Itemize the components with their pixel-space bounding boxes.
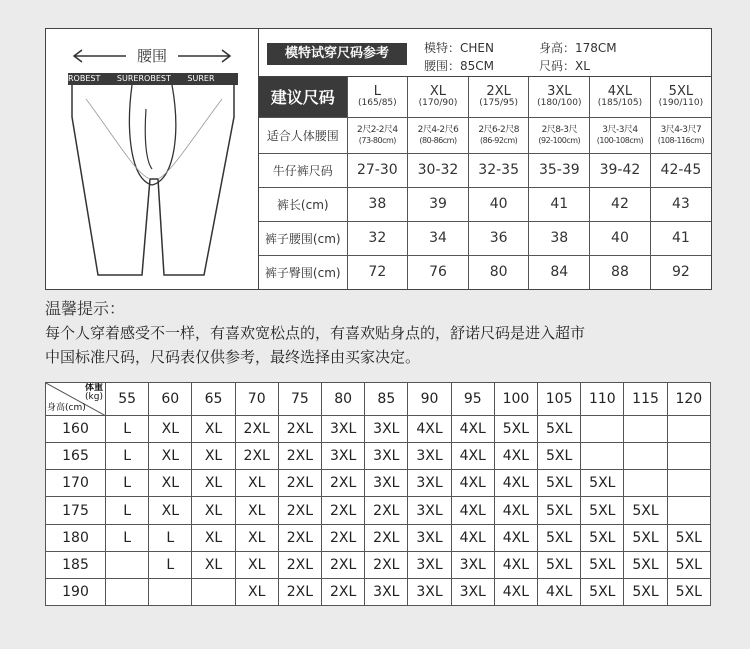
spec-cell: 80 [468,255,529,289]
size-cell [106,551,149,578]
size-cell: XL [235,551,278,578]
size-cell: 3XL [408,551,451,578]
fit-cell: 2尺4-2尺6 (80-86cm) [408,117,469,153]
model-size: 尺码：XL [539,59,590,73]
fit-waist-label: 适合人体腰围 [259,117,347,153]
size-cell: L [149,524,192,551]
spec-cell: 39-42 [590,153,651,187]
size-cell: L [106,497,149,524]
size-cell: 2XL [278,524,321,551]
weight-header: 115 [624,383,667,416]
size-cell: XL [192,416,235,443]
size-cell: 4XL [494,524,537,551]
weight-header: 105 [538,383,581,416]
size-cell: 5XL [538,551,581,578]
spec-cell: 42-45 [650,153,711,187]
size-cell: XL [149,497,192,524]
weight-header: 95 [451,383,494,416]
size-cell: 5XL [624,551,667,578]
size-cell: XL [192,497,235,524]
spec-cell: 35-39 [529,153,590,187]
height-header: 170 [46,470,106,497]
weight-header: 100 [494,383,537,416]
size-cell: 3XL [365,578,408,605]
size-cell [667,470,710,497]
size-cell: 4XL [451,497,494,524]
length-row [259,187,711,221]
size-cell: 3XL [408,578,451,605]
size-col-0: L (165/85) [347,77,408,117]
size-cell: 2XL [322,578,365,605]
size-cell: XL [149,416,192,443]
height-row [46,497,711,524]
size-cell: 4XL [538,578,581,605]
height-header: 190 [46,578,106,605]
spec-cell: 40 [590,221,651,255]
size-cell: L [149,551,192,578]
size-cell: 4XL [451,416,494,443]
weight-header: 60 [149,383,192,416]
height-weight-body [46,416,711,606]
weight-header: 65 [192,383,235,416]
spec-cell: 72 [347,255,408,289]
size-cell [667,443,710,470]
size-cell: XL [192,443,235,470]
weight-header: 55 [106,383,149,416]
weight-header: 90 [408,383,451,416]
height-row [46,470,711,497]
hip-row [259,255,711,289]
size-cell: 5XL [581,578,624,605]
model-name: 模特：CHEN [424,41,494,55]
height-row [46,524,711,551]
spec-cell: 36 [468,221,529,255]
size-cell: 3XL [408,443,451,470]
height-header: 165 [46,443,106,470]
size-cell: 3XL [451,551,494,578]
height-axis-label: 身高(cm) [47,403,86,414]
size-cell: 4XL [494,551,537,578]
size-col-4: 4XL (185/105) [590,77,651,117]
spec-cell: 40 [468,187,529,221]
size-cell: 2XL [278,416,321,443]
spec-cell: 76 [408,255,469,289]
size-cell: L [106,524,149,551]
size-cell: XL [235,497,278,524]
fit-waist-row [259,117,711,153]
size-cell: 4XL [494,443,537,470]
size-col-1: XL (170/90) [408,77,469,117]
size-cell: 2XL [365,497,408,524]
waistband-brand-text: ROBEST SUREROBEST SURER [68,74,215,83]
size-cell: L [106,470,149,497]
fit-cell: 2尺8-3尺 (92-100cm) [529,117,590,153]
row-label: 牛仔裤尺码 [259,153,347,187]
weight-header: 70 [235,383,278,416]
size-cell: 2XL [278,497,321,524]
fit-cell: 2尺6-2尺8 (86-92cm) [468,117,529,153]
size-cell: 2XL [365,524,408,551]
size-cell: 4XL [408,416,451,443]
size-cell [106,578,149,605]
weight-header-row [46,383,711,416]
size-cell: 2XL [365,551,408,578]
size-col-2: 2XL (175/95) [468,77,529,117]
size-cell: XL [149,443,192,470]
waist-row [259,221,711,255]
size-cell [667,416,710,443]
size-col-3: 3XL (180/100) [529,77,590,117]
size-cell: 5XL [581,470,624,497]
spec-header-row [259,77,711,117]
size-cell: 5XL [581,497,624,524]
size-cell: 2XL [278,470,321,497]
recommended-size-label: 建议尺码 [259,77,347,117]
corner-cell [46,383,106,416]
size-cell: 3XL [451,578,494,605]
size-cell: XL [149,470,192,497]
size-cell: 5XL [538,470,581,497]
weight-unit-label: (kg) [85,392,103,402]
size-cell: 3XL [408,524,451,551]
size-cell: 5XL [538,443,581,470]
size-col-5: 5XL (190/110) [650,77,711,117]
size-cell: 2XL [278,551,321,578]
size-cell: 3XL [408,497,451,524]
height-header: 160 [46,416,106,443]
size-cell: 2XL [322,470,365,497]
size-cell [624,470,667,497]
size-cell [192,578,235,605]
size-cell [667,497,710,524]
size-cell: XL [235,578,278,605]
spec-cell: 41 [529,187,590,221]
height-row [46,578,711,605]
model-info [259,29,711,77]
row-label: 裤长(cm) [259,187,347,221]
size-cell: 5XL [624,497,667,524]
size-cell: 4XL [494,578,537,605]
size-cell: 3XL [365,416,408,443]
weight-header: 120 [667,383,710,416]
size-cell: L [106,443,149,470]
height-header: 175 [46,497,106,524]
model-waist: 腰围：85CM [424,59,495,73]
size-cell: 4XL [451,524,494,551]
size-cell: 5XL [624,524,667,551]
size-cell [624,416,667,443]
size-cell: 5XL [581,551,624,578]
spec-cell: 38 [347,187,408,221]
size-cell: 5XL [538,416,581,443]
row-label: 裤子臀围(cm) [259,255,347,289]
spec-cell: 41 [650,221,711,255]
tips-section [45,297,735,369]
tips-line-1: 每个人穿着感受不一样，有喜欢宽松点的，有喜欢贴身点的，舒诺尺码是进入超市 [45,324,586,342]
row-label: 裤子腰围(cm) [259,221,347,255]
jeans-size-row [259,153,711,187]
height-weight-table [45,382,711,606]
size-cell: 4XL [451,443,494,470]
size-cell: 3XL [322,416,365,443]
size-cell: 2XL [235,416,278,443]
size-cell: 2XL [278,443,321,470]
size-cell: 5XL [667,524,710,551]
size-cell: 5XL [494,416,537,443]
height-row [46,443,711,470]
size-cell: 4XL [494,497,537,524]
spec-cell: 92 [650,255,711,289]
spec-cell: 27-30 [347,153,408,187]
weight-header: 75 [278,383,321,416]
height-row [46,416,711,443]
weight-header: 110 [581,383,624,416]
height-header: 180 [46,524,106,551]
size-cell: XL [192,470,235,497]
weight-axis-label: 体重 [84,383,103,393]
size-cell: 5XL [538,497,581,524]
size-cell: 5XL [538,524,581,551]
spec-cell: 32-35 [468,153,529,187]
spec-cell: 32 [347,221,408,255]
fit-cell: 3尺4-3尺7 (108-116cm) [650,117,711,153]
size-cell: 2XL [322,497,365,524]
size-cell: 2XL [322,524,365,551]
fit-cell: 3尺-3尺4 (100-108cm) [590,117,651,153]
weight-header: 85 [365,383,408,416]
spec-cell: 34 [408,221,469,255]
tips-line-2: 中国标准尺码，尺码表仅供参考，最终选择由买家决定。 [45,348,421,366]
spec-cell: 30-32 [408,153,469,187]
size-cell: 4XL [494,470,537,497]
size-cell: 3XL [408,470,451,497]
size-cell: XL [235,524,278,551]
size-cell: 5XL [581,524,624,551]
size-cell: XL [235,470,278,497]
waist-label: 腰围 [46,45,258,66]
spec-cell: 84 [529,255,590,289]
boxer-brief-illustration [46,29,258,289]
tips-title: 温馨提示： [45,299,126,318]
size-cell [149,578,192,605]
height-row [46,551,711,578]
size-cell: 3XL [322,443,365,470]
spec-cell: 42 [590,187,651,221]
size-cell: 5XL [667,551,710,578]
size-cell [581,416,624,443]
size-spec-table [259,77,711,289]
size-cell: XL [192,551,235,578]
size-cell: XL [192,524,235,551]
size-cell: 5XL [624,578,667,605]
pants-figure [46,29,259,289]
size-guide-panel [45,28,712,290]
spec-section [259,29,711,289]
size-cell: 2XL [235,443,278,470]
spec-cell: 43 [650,187,711,221]
size-cell: 4XL [451,470,494,497]
size-cell [581,443,624,470]
model-ref-badge: 模特试穿尺码参考 [267,43,407,65]
size-cell: L [106,416,149,443]
size-cell: 3XL [365,470,408,497]
size-cell [624,443,667,470]
size-cell: 5XL [667,578,710,605]
spec-cell: 38 [529,221,590,255]
spec-cell: 88 [590,255,651,289]
spec-cell: 39 [408,187,469,221]
size-cell: 2XL [278,578,321,605]
size-cell: 3XL [365,443,408,470]
fit-cell: 2尺2-2尺4 (73-80cm) [347,117,408,153]
weight-header: 80 [322,383,365,416]
size-cell: 2XL [322,551,365,578]
model-height: 身高：178CM [539,41,617,55]
height-header: 185 [46,551,106,578]
